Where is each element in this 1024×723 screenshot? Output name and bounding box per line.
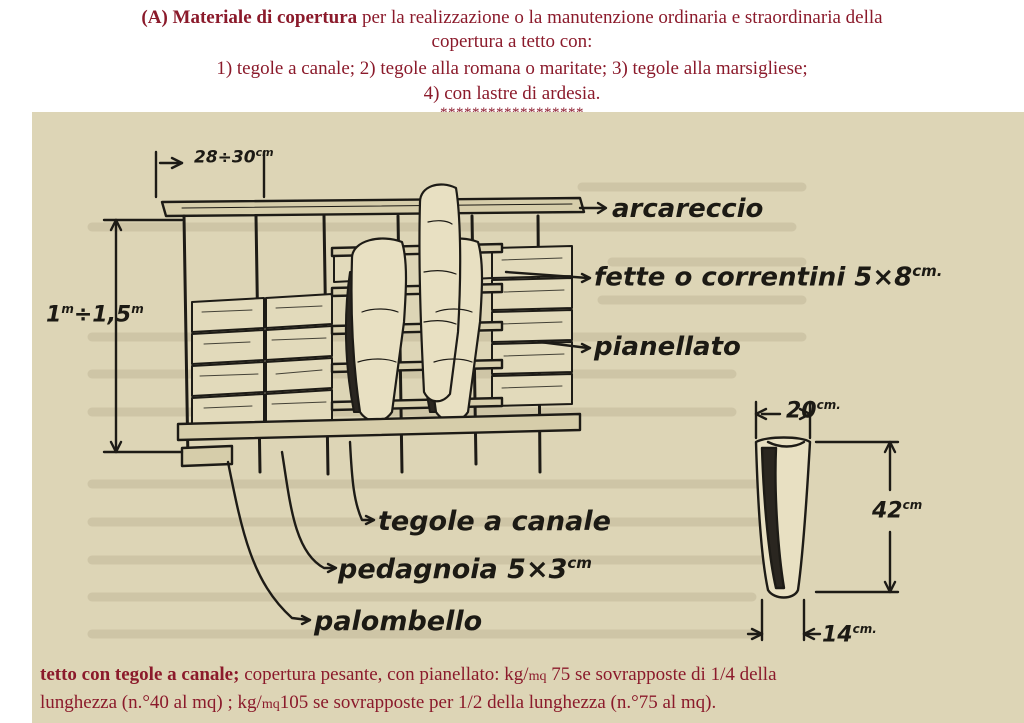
- caption-unit-2: mq: [261, 697, 280, 712]
- label-tile-width-top: $20^{cm.}$: [786, 398, 841, 424]
- label-fette: fette o correntini $5\times 8^{cm.}$: [594, 262, 943, 293]
- caption-p4: 105 se sovrapposte per 1/2 della lunghezza (n.°75 al mq).: [279, 692, 717, 713]
- header-line-2: copertura a tetto con:: [431, 31, 593, 52]
- label-tile-width-bottom: $14^{cm.}$: [822, 622, 877, 648]
- header-line-3: 1) tegole a canale; 2) tegole alla romana o maritate; 3) tegole alla marsigliese;: [216, 58, 808, 79]
- label-tile-length: $42^{cm}$: [872, 498, 923, 524]
- label-pianellato: pianellato: [594, 332, 741, 362]
- header-title-bold: (A) Materiale di copertura: [141, 7, 358, 28]
- header-title-rest: per la realizzazione o la manutenzione ordinaria e straordinaria della: [357, 7, 883, 28]
- caption: [40, 662, 1000, 718]
- header-line-4: 4) con lastre di ardesia.: [423, 83, 601, 104]
- label-pedagnoia: pedagnoia $5\times 3^{cm}$: [338, 554, 592, 585]
- label-height: $1^m\div 1,5^m$: [46, 302, 144, 328]
- caption-p2: 75 se sovrapposte di 1/4 della: [546, 664, 777, 685]
- roof-drawing: [32, 112, 1024, 723]
- label-palombello: palombello: [314, 606, 483, 637]
- caption-p3: lunghezza (n.°40 al mq) ; kg/: [40, 692, 262, 713]
- header-line-1: [0, 6, 1024, 30]
- label-tegole: tegole a canale: [378, 506, 611, 537]
- caption-p1: copertura pesante, con pianellato: kg/: [239, 664, 529, 685]
- label-arcareccio: arcareccio: [612, 194, 764, 224]
- label-spacing: $28\div 30^{cm}$: [194, 146, 274, 168]
- caption-bold: tetto con tegole a canale;: [40, 664, 240, 685]
- page-header: [0, 0, 1024, 112]
- caption-unit-1: mq: [528, 669, 547, 684]
